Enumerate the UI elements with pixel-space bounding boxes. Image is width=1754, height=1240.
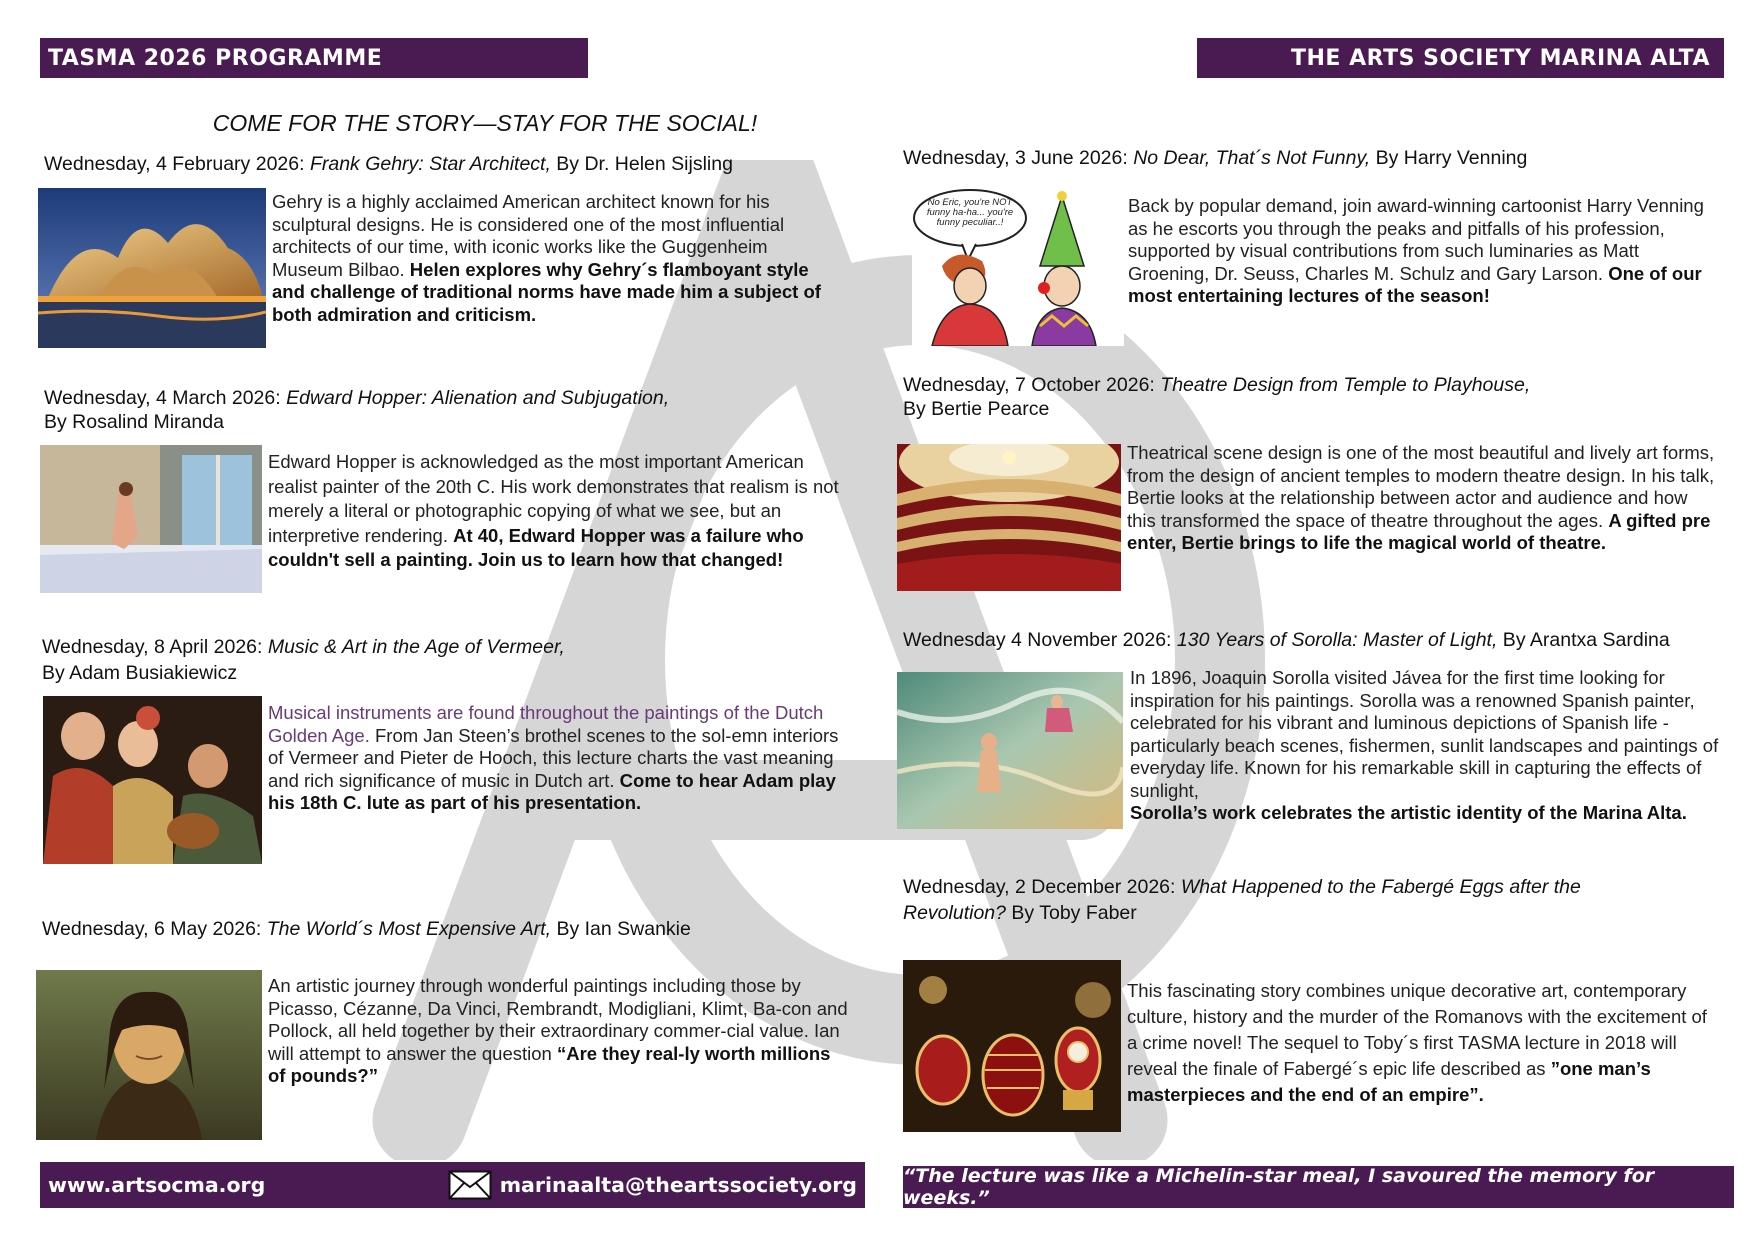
programme-title-banner	[40, 38, 588, 78]
sorolla-painting-image	[897, 672, 1123, 829]
envelope-icon	[448, 1170, 492, 1200]
lecture-title: The World´s Most Expensive Art,	[266, 918, 552, 940]
lecture-title: Theatre Design from Temple to Playhouse,	[1160, 374, 1531, 396]
mona-lisa-image	[36, 970, 262, 1140]
lecture-description: Musical instruments are found throughout the paintings of the Dutch Golden Age. From Jan Steen’s brothel scenes to the sol-emn interiors of Vermeer and Pieter de Hooch, this lecture charts the vast meaning and rich significance of music in Dutch art. Come to hear Adam play his 18th C. lute as part of his presentation.	[268, 702, 839, 813]
lecture-heading: Wednesday, 8 April 2026: Music & Art in the Age of Vermeer, By Adam Busiakiewicz	[42, 636, 565, 684]
programme-title: TASMA 2026 PROGRAMME	[48, 45, 383, 71]
vermeer-era-painting-image	[43, 696, 262, 864]
quote-footer	[903, 1166, 1734, 1208]
lecture-heading: Wednesday, 4 February 2026: Frank Gehry: Star Architect, By Dr. Helen Sijsling	[44, 153, 733, 175]
website-link[interactable]: www.artsocma.org	[48, 1173, 266, 1197]
society-title: THE ARTS SOCIETY MARINA ALTA	[1291, 45, 1710, 71]
testimonial-quote: “The lecture was like a Michelin-star meal, I savoured the memory for weeks.”	[903, 1165, 1655, 1209]
lecture-heading: Wednesday, 2 December 2026: What Happened to the Fabergé Eggs after the Revolution? By Toby Faber	[903, 876, 1581, 924]
lecture-description: In 1896, Joaquin Sorolla visited Jávea for the first time looking for inspiration for his paintings. Sorolla was a renowned Spanish painter, celebrated for his vibrant and luminous depictions of Spanish life - particularly beach scenes, fishermen, sunlit landscapes and paintings of everyday life. Known for his remarkable skill in capturing the effects of sunlight, Sorolla’s work celebrates the artistic identity of the Marina Alta.	[1130, 667, 1719, 823]
lecture-heading: Wednesday, 6 May 2026: The World´s Most Expensive Art, By Ian Swankie	[42, 918, 691, 940]
hopper-painting-image	[40, 445, 262, 593]
lecture-title: Music & Art in the Age of Vermeer,	[267, 636, 565, 658]
faberge-eggs-image	[903, 960, 1121, 1132]
lecture-heading: Wednesday, 3 June 2026: No Dear, That´s Not Funny, By Harry Venning	[903, 147, 1528, 169]
lecture-heading: Wednesday, 7 October 2026: Theatre Design from Temple to Playhouse, By Bertie Pearce	[903, 374, 1531, 420]
guggenheim-image	[38, 188, 266, 348]
lecture-heading: Wednesday, 4 March 2026: Edward Hopper: Alienation and Subjugation, By Rosalind Miranda	[44, 387, 670, 433]
lecture-description: Edward Hopper is acknowledged as the most important American realist painter of the 20th C. His work demonstrates that realism is not merely a literal or photographic copying of what we see, but an interpretive rendering. At 40, Edward Hopper was a failure who couldn't sell a painting. Join us to learn how that changed!	[268, 451, 839, 570]
tagline: COME FOR THE STORY—STAY FOR THE SOCIAL!	[212, 110, 758, 136]
cartoon-caption: No Eric, you're NOT funny ha-ha... you're funny peculiar..!	[926, 197, 1014, 228]
cartoon-image	[912, 186, 1124, 346]
lecture-heading: Wednesday 4 November 2026: 130 Years of Sorolla: Master of Light, By Arantxa Sardina	[903, 629, 1670, 651]
lecture-title: 130 Years of Sorolla: Master of Light,	[1176, 629, 1498, 651]
lecture-title: Frank Gehry: Star Architect,	[309, 153, 551, 175]
email-link[interactable]: marinaalta@theartssociety.org	[499, 1173, 857, 1197]
theatre-interior-image	[897, 444, 1121, 591]
lecture-title: Edward Hopper: Alienation and Subjugation,	[286, 387, 670, 409]
lecture-description: Back by popular demand, join award-winning cartoonist Harry Venning as he escorts you through the peaks and pitfalls of his profession, supported by visual contributions from such luminaries as Matt Groening, Dr. Seuss, Charles M. Schulz and Gary Larson. One of our most entertaining lectures of the season!	[1128, 195, 1704, 306]
lecture-title: No Dear, That´s Not Funny,	[1133, 147, 1371, 169]
society-title-banner	[1197, 38, 1724, 78]
lecture-description: Theatrical scene design is one of the most beautiful and lively art forms, from the design of ancient temples to modern theatre design. In his talk, Bertie looks at the relationship between actor and audience and how this transformed the space of theatre throughout the ages. A gifted pre enter, Bertie brings to life the magical world of theatre.	[1127, 442, 1715, 553]
lecture-description: An artistic journey through wonderful paintings including those by Picasso, Cézanne, Da Vinci, Rembrandt, Modigliani, Klimt, Ba-con and Pollock, all held together by their extraordinary commer-cial value. Ian will attempt to answer the question “Are they real-ly worth millions of pounds?”	[268, 975, 848, 1086]
lecture-title: What Happened to the Fabergé Eggs after the Revolution?	[903, 876, 1581, 924]
contact-footer	[40, 1162, 865, 1208]
lecture-description: This fascinating story combines unique decorative art, contemporary culture, history and the murder of the Romanovs with the excitement of a crime novel! The sequel to Toby´s first TASMA lecture in 2018 will reveal the finale of Fabergé´s epic life described as ”one man’s masterpieces and the end of an empire”.	[1127, 980, 1707, 1105]
lecture-description: Gehry is a highly acclaimed American architect known for his sculptural designs. He is considered one of the most influential architects of our time, with iconic works like the Guggenheim Museum Bilbao. Helen explores why Gehry´s flamboyant style and challenge of traditional norms have made him a subject of both admiration and criticism.	[272, 191, 821, 325]
